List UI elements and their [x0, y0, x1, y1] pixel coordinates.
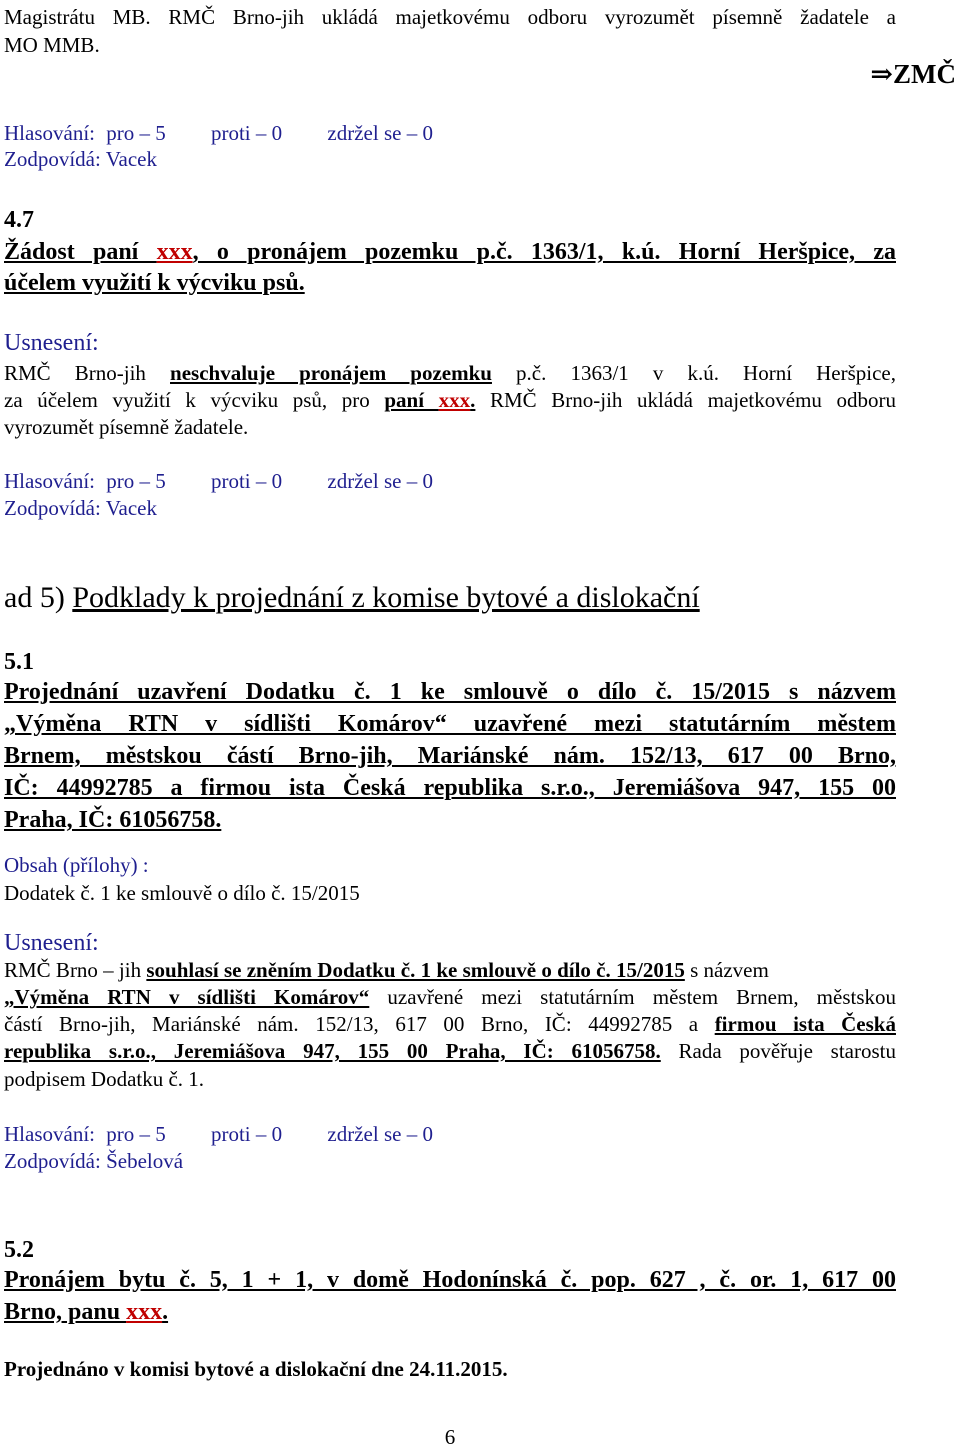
vote-proti: proti – 0	[210, 1122, 283, 1146]
resolution-text: RMČ Brno – jih	[4, 958, 147, 982]
item-title-line-4: IČ: 44992785 a firmou ista Česká republika s.r.o., Jeremiášova 947, 155 00	[4, 775, 896, 801]
item-title-line-1	[4, 237, 896, 267]
section-heading	[4, 580, 700, 616]
resolution-text: p.č. 1363/1 v k.ú. Horní Heršpice,	[491, 361, 896, 385]
item-title-part: , o pronájem pozemku p.č. 1363/1, k.ú. Horní Heršpice, za	[192, 239, 896, 265]
item-title-line-1: Pronájem bytu č. 5, 1 + 1, v domě Hodonínská č. pop. 627 , č. or. 1, 617 00	[4, 1267, 896, 1293]
resolution-text: částí Brno-jih, Mariánské nám. 152/13, 617 00 Brno, IČ: 44992785 a	[4, 1012, 715, 1036]
redacted-name: xxx	[156, 239, 193, 265]
resolution-line-2	[4, 387, 896, 413]
vote-block-1	[4, 120, 433, 146]
resolution-text: RMČ Brno-jih	[4, 361, 171, 385]
committee-note: Projednáno v komisi bytové a dislokační dne 24.11.2015.	[4, 1357, 508, 1381]
item-title-line-5: Praha, IČ: 61056758.	[4, 807, 222, 833]
item-title-line-3: Brnem, městskou částí Brno-jih, Mariánské nám. 152/13, 617 00 Brno,	[4, 743, 896, 769]
vote-proti: proti – 0	[210, 469, 283, 493]
responsible-person: Zodpovídá: Vacek	[4, 496, 157, 520]
item-title-line-2: „Výměna RTN v sídlišti Komárov“ uzavřené mezi statutárním městem	[4, 711, 896, 737]
vote-label: Hlasování:	[4, 121, 95, 145]
resolution-text: Rada pověřuje starostu	[660, 1039, 896, 1063]
item-number: 5.2	[4, 1237, 34, 1263]
attachment-label: Obsah (přílohy) :	[4, 853, 149, 877]
intro-line-1: Magistrátu MB. RMČ Brno-jih ukládá majetkovému odboru vyrozumět písemně žadatele a	[4, 5, 896, 29]
referral-target: ZMČ	[893, 59, 956, 89]
page-number: 6	[444, 1425, 456, 1449]
item-number: 4.7	[4, 207, 34, 233]
vote-zdrzel: zdržel se – 0	[327, 1122, 433, 1146]
referral-arrow	[870, 58, 956, 90]
vote-proti: proti – 0	[210, 121, 283, 145]
resolution-key-text: firmou ista Česká	[714, 1012, 896, 1036]
resolution-text: za účelem využití k výcviku psů, pro	[4, 388, 385, 412]
redacted-name: xxx	[126, 1299, 163, 1325]
resolution-line-1	[4, 957, 769, 983]
usneseni-label: Usnesení:	[4, 330, 99, 356]
item-title-line-2	[4, 1297, 168, 1327]
responsible-person: Zodpovídá: Vacek	[4, 147, 157, 171]
item-title-line-2: účelem využití k výcviku psů.	[4, 270, 305, 296]
resolution-key-text: republika s.r.o., Jeremiášova 947, 155 00 Praha, IČ: 61056758.	[4, 1039, 661, 1063]
section-title: Podklady k projednání z komise bytové a dislokační	[72, 581, 700, 614]
attachment-value: Dodatek č. 1 ke smlouvě o dílo č. 15/2015	[4, 881, 360, 905]
resolution-key-text: „Výměna RTN v sídlišti Komárov“	[4, 985, 370, 1009]
vote-zdrzel: zdržel se – 0	[327, 469, 433, 493]
redacted-name: xxx	[438, 388, 471, 412]
vote-label: Hlasování:	[4, 1122, 95, 1146]
vote-zdrzel: zdržel se – 0	[327, 121, 433, 145]
item-title-part: Žádost paní	[4, 239, 157, 265]
vote-label: Hlasování:	[4, 469, 95, 493]
resolution-key-text: .	[470, 388, 476, 412]
item-title-part: .	[162, 1299, 169, 1325]
resolution-key-text: neschvaluje pronájem pozemku	[170, 361, 492, 385]
item-number: 5.1	[4, 649, 34, 675]
vote-pro: pro – 5	[106, 1122, 166, 1146]
resolution-line-3: vyrozumět písemně žadatele.	[4, 415, 249, 439]
responsible-person: Zodpovídá: Šebelová	[4, 1149, 184, 1173]
resolution-line-2	[4, 984, 896, 1010]
vote-block-3	[4, 1121, 433, 1147]
resolution-line-3	[4, 1011, 896, 1037]
resolution-line-4	[4, 1038, 896, 1064]
vote-pro: pro – 5	[106, 469, 166, 493]
intro-line-2: MO MMB.	[4, 33, 100, 57]
item-title-part: Brno, panu	[4, 1299, 127, 1325]
item-title-line-1: Projednání uzavření Dodatku č. 1 ke smlouvě o dílo č. 15/2015 s názvem	[4, 679, 896, 705]
vote-block-2	[4, 468, 433, 494]
resolution-text: uzavřené mezi statutárním městem Brnem, městskou	[369, 985, 896, 1009]
resolution-text: RMČ Brno-jih ukládá majetkovému odboru	[475, 388, 896, 412]
vote-pro: pro – 5	[106, 121, 166, 145]
resolution-line-1	[4, 360, 896, 386]
resolution-key-text: souhlasí se zněním Dodatku č. 1 ke smlouvě o dílo č. 15/2015	[146, 958, 685, 982]
arrow-icon: ⇒	[870, 59, 893, 89]
usneseni-label: Usnesení:	[4, 930, 99, 956]
resolution-key-text: paní	[384, 388, 439, 412]
section-prefix: ad 5)	[4, 581, 73, 614]
resolution-line-5: podpisem Dodatku č. 1.	[4, 1067, 205, 1091]
resolution-text: s názvem	[684, 958, 769, 982]
